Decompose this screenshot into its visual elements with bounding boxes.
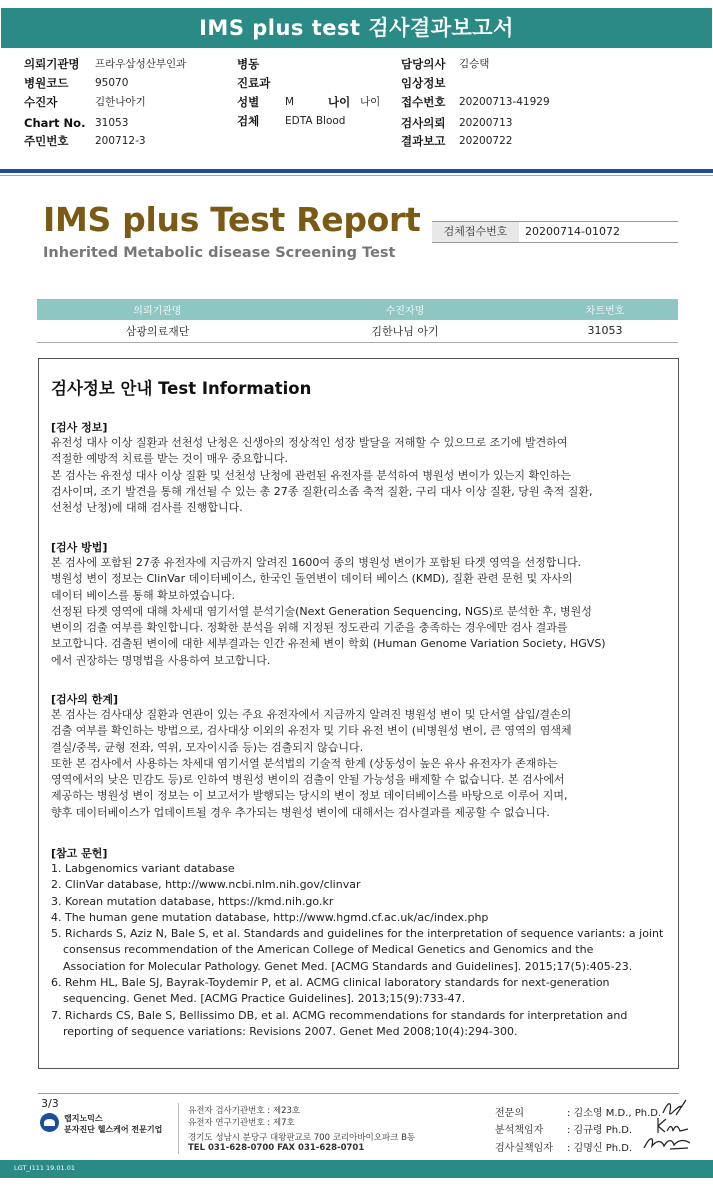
patient-table-cell: 삼광의료재단 xyxy=(37,320,278,342)
reference-item: 1. Labgenomics variant database xyxy=(51,862,235,875)
test-information-box xyxy=(38,358,679,1069)
text-line: 본 검사에 포함된 27종 유전자에 지금까지 알려진 1600여 종의 병원성 변이가 포함된 타겟 영역을 선정합니다. xyxy=(51,556,582,569)
section-heading: [검사 정보] xyxy=(51,421,108,434)
text-line: 향후 데이터베이스가 업데이트될 경우 추가되는 병원성 변이에 대해서는 검사결과를 제공할 수 없습니다. xyxy=(51,805,550,819)
text-line: 병원성 변이 정보는 ClinVar 데이터베이스, 한국인 돌연변이 데이터 베이스 (KMD), 질환 관련 문헌 및 자사의 xyxy=(51,572,573,586)
references-list xyxy=(51,861,673,1040)
patient-table-header: 차트번호 xyxy=(532,299,678,320)
text-line: 검출 여부를 확인하는 방법으로, 검사대상 이외의 유전자 및 기타 유전 변이 (비병원성 변이, 큰 영역의 염색체 xyxy=(51,724,572,738)
info-chart-no-value: 31053 xyxy=(95,117,129,129)
info-institution-value: 프라우삼성산부인과 xyxy=(95,58,187,70)
text-line: 제공하는 병원성 변이 정보는 이 보고서가 발행되는 당시의 변이 정보 데이터베이스를 바탕으로 이루어 지며, xyxy=(51,789,568,803)
text-line: 데이터 베이스를 통해 확보하였습니다. xyxy=(51,588,236,602)
company-name: 랩지노믹스 xyxy=(64,1114,103,1123)
info-specimen-value: EDTA Blood xyxy=(285,115,346,127)
info-hospital-code: 병원코드 xyxy=(24,76,69,90)
patient-table-header: 의뢰기관명 xyxy=(37,299,278,320)
text-line: 또한 본 검사에서 사용하는 차세대 염기서열 분석법의 기술적 한계 (상동성이 높은 유사 유전자가 존재하는 xyxy=(51,756,558,770)
page-number: 3/3 xyxy=(41,1097,59,1110)
text-line: 보고합니다. 검출된 변이에 대한 세부결과는 인간 유전체 변이 학회 (Human Genome Variation Society, HGVS) xyxy=(51,637,606,651)
info-request-date-value: 20200713 xyxy=(459,117,513,129)
signer-name: : 김소영 M.D., Ph.D. xyxy=(567,1108,662,1119)
info-dept: 진료과 xyxy=(237,76,271,90)
patient-table-header: 수진자명 xyxy=(278,299,532,320)
info-patient: 수진자 xyxy=(24,95,58,109)
company-logo-icon xyxy=(40,1113,59,1132)
reference-item: 5. Richards S, Aziz N, Bale S, et al. Standards and guidelines for the interpretation of sequence variants: a joint consensus recommendation of the American College of Medical Genetics and Genomics and the Association for Molecular Pathology. Genet Med. [ACMG Standards and Guidelines]. 2015;17(5):405-23. xyxy=(51,927,664,973)
license-line: 유전자 연구기관번호 : 제7호 xyxy=(188,1118,295,1128)
reference-item: 6. Rehm HL, Bale SJ, Bayrak-Toydemir P, et al. ACMG clinical laboratory standards for next-generation sequencing. Genet Med. [ACMG Practice Guidelines]. 2013;15(9):733-47. xyxy=(51,976,610,1006)
references-heading: [참고 문헌] xyxy=(51,847,108,860)
report-header-bar xyxy=(1,8,712,48)
specimen-receipt-label: 검체접수번호 xyxy=(432,222,519,242)
section-heading: [검사의 한계] xyxy=(51,693,119,706)
info-receipt-no: 접수번호 xyxy=(401,95,446,109)
text-line: 결실/중복, 균형 전좌, 역위, 모자이시즘 등)는 검출되지 않습니다. xyxy=(51,740,364,754)
info-report-date: 결과보고 xyxy=(401,134,446,148)
info-report-date-value: 20200722 xyxy=(459,135,513,147)
contact-line: TEL 031-628-0700 FAX 031-628-0701 xyxy=(188,1143,365,1153)
text-line: 영역에서의 낮은 민감도 등)로 인하여 병원성 변이의 검출이 안될 가능성을 배제할 수 없습니다. 본 검사에서 xyxy=(51,773,565,787)
text-line: 본 검사는 검사대상 질환과 연관이 있는 주요 유전자에서 지금까지 알려진 병원성 변이 및 단서열 삽입/결손의 xyxy=(51,708,572,721)
patient-table-cell: 김한나님 아기 xyxy=(278,320,532,342)
text-line: 적절한 예방적 치료를 받는 것이 매우 중요합니다. xyxy=(51,452,288,466)
signer-name: : 김명신 Ph.D. xyxy=(567,1143,633,1154)
section-body xyxy=(51,555,673,669)
patient-table xyxy=(37,299,678,343)
info-hospital-code-value: 95070 xyxy=(95,77,129,89)
header-divider-thin xyxy=(0,175,713,176)
test-information-title: 검사정보 안내 Test Information xyxy=(51,379,312,398)
signer-name: : 김규령 Ph.D. xyxy=(567,1125,633,1136)
info-clinical: 임상정보 xyxy=(401,76,446,90)
info-institution: 의뢰기관명 xyxy=(24,57,80,71)
license-line: 유전자 검사기관번호 : 제23호 xyxy=(188,1106,301,1116)
info-resident-no-value: 200712-3 xyxy=(95,135,146,147)
bottom-bar xyxy=(0,1160,713,1178)
footer-vertical-divider xyxy=(178,1103,179,1154)
info-resident-no: 주민번호 xyxy=(24,134,69,148)
info-doctor-value: 김승택 xyxy=(459,58,490,70)
reference-item: 3. Korean mutation database, https://kmd.nih.go.kr xyxy=(51,894,334,908)
section-body xyxy=(51,707,673,821)
specimen-receipt-value: 20200714-01072 xyxy=(525,225,620,238)
info-doctor: 담당의사 xyxy=(401,57,446,71)
patient-table-cell: 31053 xyxy=(532,320,678,342)
section-heading: [검사 방법] xyxy=(51,541,108,554)
info-request-date: 검사의뢰 xyxy=(401,116,446,130)
text-line: 변이의 검출 여부를 확인합니다. 정확한 분석을 위해 지정된 정도관리 기준을 충족하는 경우에만 검사 결과를 xyxy=(51,621,568,635)
text-line: 검사이며, 조기 발견을 통해 개선될 수 있는 총 27종 질환(리소좀 축적 질환, 구리 대사 이상 질환, 당원 축적 질환, xyxy=(51,484,593,498)
footer-divider xyxy=(38,1093,679,1094)
info-receipt-no-value: 20200713-41929 xyxy=(459,96,550,108)
info-specimen: 검체 xyxy=(237,114,260,128)
signer-role: 전문의 xyxy=(495,1108,524,1119)
info-sex: 성별 xyxy=(237,95,260,109)
info-sex-value: M xyxy=(285,96,295,108)
report-title: IMS plus Test Report xyxy=(43,200,421,239)
info-chart-no: Chart No. xyxy=(24,116,86,130)
form-code: LGT_I111 19.01.01 xyxy=(14,1164,75,1172)
signer-role: 검사실책임자 xyxy=(495,1143,553,1154)
text-line: 본 검사는 유전성 대사 이상 질환 및 선천성 난청에 관련된 유전자를 분석하여 병원성 변이가 있는지 확인하는 xyxy=(51,468,571,482)
company-tagline: 분자진단 헬스케어 전문기업 xyxy=(64,1125,163,1134)
report-header-title: IMS plus test 검사결과보고서 xyxy=(199,16,514,40)
reference-item: 4. The human gene mutation database, http://www.hgmd.cf.ac.uk/ac/index.php xyxy=(51,910,489,924)
text-line: 선정된 타겟 영역에 대해 차세대 염기서열 분석기술(Next Generation Sequencing, NGS)로 분석한 후, 병원성 xyxy=(51,604,592,618)
signature-3-icon xyxy=(640,1133,694,1153)
info-age: 나이 xyxy=(328,95,351,109)
address-line: 경기도 성남시 분당구 대왕판교로 700 코리아바이오파크 B동 xyxy=(188,1133,416,1143)
text-line: 유전성 대사 이상 질환과 선천성 난청은 신생아의 정상적인 성장 발달을 저해할 수 있으므로 조기에 발견하여 xyxy=(51,436,568,449)
header-divider-thick xyxy=(0,169,713,173)
section-body xyxy=(51,435,673,516)
text-line: 선천성 난청)에 대해 검사를 진행합니다. xyxy=(51,501,243,515)
reference-item: 2. ClinVar database, http://www.ncbi.nlm.nih.gov/clinvar xyxy=(51,878,361,892)
text-line: 에서 권장하는 명명법을 사용하여 보고합니다. xyxy=(51,653,271,667)
report-subtitle: Inherited Metabolic disease Screening Test xyxy=(43,245,396,261)
info-age-value: 나이 xyxy=(360,96,381,108)
signer-role: 분석책임자 xyxy=(495,1125,544,1136)
reference-item: 7. Richards CS, Bale S, Bellissimo DB, et al. ACMG recommendations for standards for interpretation and reporting of sequence variations: Revisions 2007. Genet Med 2008;10(4):294-300. xyxy=(51,1008,628,1038)
specimen-receipt-box xyxy=(432,221,678,243)
info-ward: 병동 xyxy=(237,57,260,71)
info-patient-value: 김한나아기 xyxy=(95,96,146,108)
